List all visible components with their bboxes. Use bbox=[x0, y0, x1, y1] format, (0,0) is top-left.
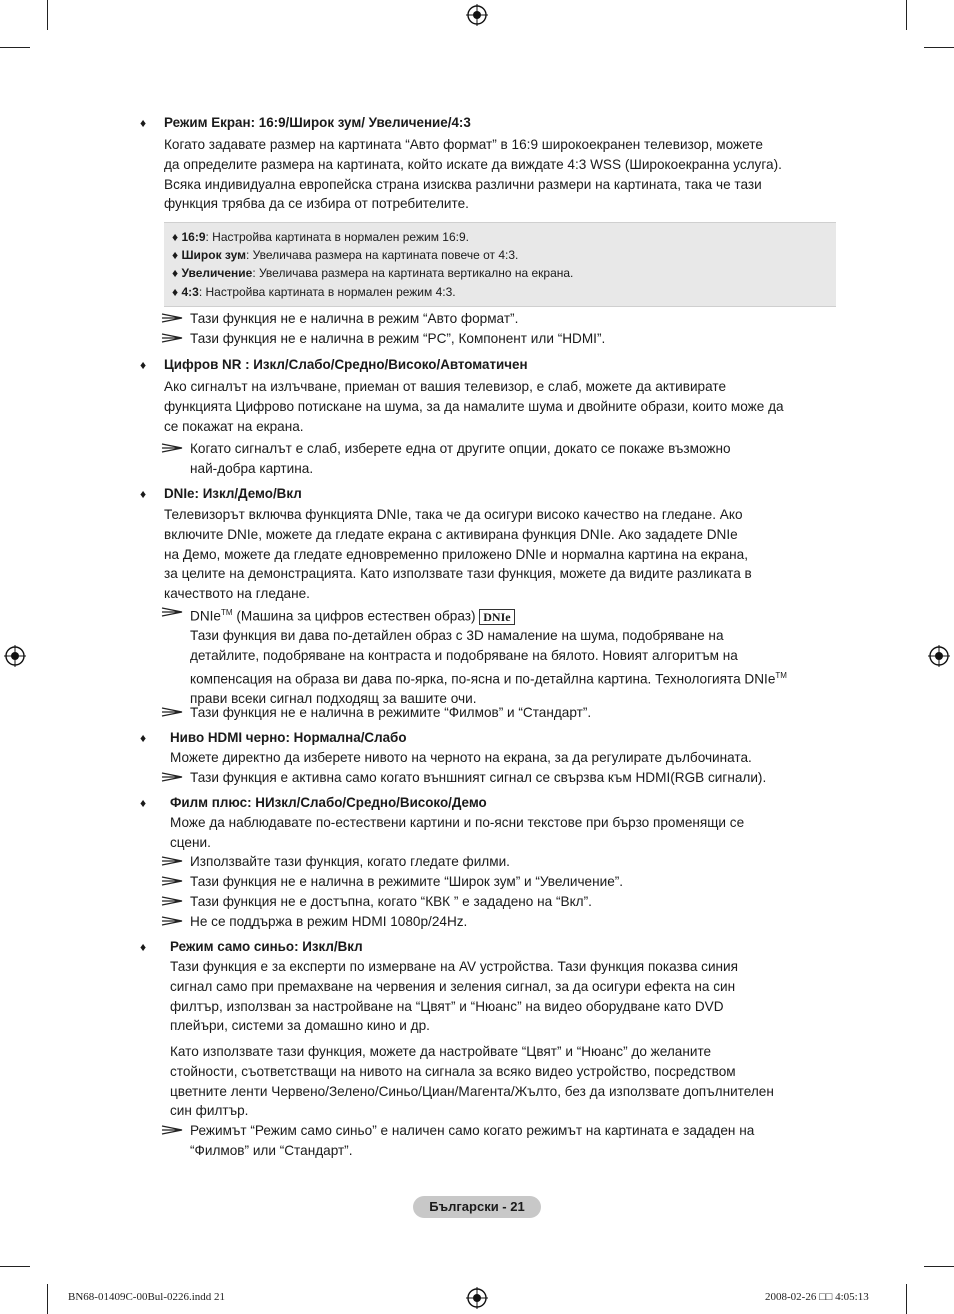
crop-mark bbox=[47, 1284, 48, 1314]
note-text: Използвайте тази функция, когато гледате филми. bbox=[190, 854, 510, 869]
crop-mark bbox=[47, 0, 48, 30]
section-heading-screen: Режим Екран: 16:9/Широк зум/ Увеличение/4:3 bbox=[164, 115, 471, 130]
section-body-dnie bbox=[164, 505, 839, 604]
note-arrow-icon bbox=[161, 1125, 183, 1135]
bullet-icon: ♦ bbox=[140, 940, 147, 954]
option-text: : Увеличава размера на картината вертикално на екрана. bbox=[252, 266, 574, 280]
section-body-screen bbox=[164, 135, 839, 214]
page-number-badge: Български - 21 bbox=[413, 1196, 541, 1218]
note-text: Тази функция не е налична в режим “PC”, Компонент или “HDMI”. bbox=[190, 331, 606, 346]
note-text: Тази функция не е налична в режим “Авто формат”. bbox=[190, 311, 519, 326]
registration-mark-icon bbox=[4, 645, 26, 667]
text-line: на Демо, можете да гледате едновременно приложено DNIe и нормална картина на екрана, bbox=[164, 546, 748, 562]
dnie-logo: DNIe bbox=[479, 609, 514, 625]
text-line: Може да наблюдавате по-естествени картини и по-ясни текстове при бързо променящи се bbox=[170, 815, 745, 830]
option-label: Широк зум bbox=[181, 248, 246, 262]
bullet-icon: ♦ bbox=[140, 358, 147, 372]
text-line: Всяка индивидуална европейска страна изисква различни размери на картината, така че тази bbox=[164, 176, 762, 192]
text-line: сигнал само при премахване на червения и зеления сигнал, за да осигури ефекта на син bbox=[170, 978, 736, 994]
section-heading-nr: Цифров NR : Изкл/Слабо/Средно/Високо/Автоматичен bbox=[164, 357, 528, 372]
option-row: ♦ Увеличение: Увеличава размера на картината вертикално на екрана. bbox=[172, 266, 574, 280]
note-text: Не се поддържа в режим HDMI 1080p/24Hz. bbox=[190, 914, 468, 929]
text-line: цветните ленти Червено/Зелено/Синьо/Циан/Магента/Жълто, без да използвате допълнителен bbox=[170, 1083, 774, 1099]
note-text: Когато сигналът е слаб, изберете една от другите опции, докато се покаже възможно най-добра картина. bbox=[190, 441, 731, 476]
note-arrow-icon bbox=[161, 707, 183, 717]
text-line: сцени. bbox=[170, 834, 211, 850]
text-line: плейъри, системи за домашно кино и др. bbox=[170, 1018, 430, 1034]
section-heading-hdmi: Ниво HDMI черно: Нормална/Слабо bbox=[170, 730, 407, 745]
note-arrow-icon bbox=[161, 896, 183, 906]
bullet-icon: ♦ bbox=[140, 796, 147, 810]
note-text: Режимът “Режим само синьо” е наличен само когато режимът на картината е зададен на “Филмов” или “Стандарт”. bbox=[190, 1123, 755, 1158]
text-line: качеството на гледане. bbox=[164, 586, 310, 602]
note-arrow-icon bbox=[161, 333, 183, 343]
option-text: : Настройва картината в нормален режим 16:9. bbox=[205, 230, 469, 244]
text-line: функция трябва да се избира от потребителите. bbox=[164, 196, 469, 212]
option-label: 16:9 bbox=[181, 230, 206, 244]
crop-mark bbox=[924, 1266, 954, 1267]
section-heading-dnie: DNIe: Изкл/Демо/Вкл bbox=[164, 486, 302, 501]
section-heading-blue: Режим само синьо: Изкл/Вкл bbox=[170, 939, 363, 954]
note-arrow-icon bbox=[161, 313, 183, 323]
option-label: Увеличение bbox=[181, 266, 253, 280]
section-body-nr bbox=[164, 377, 839, 436]
note-text: Тази функция е активна само когато външният сигнал се свързва към HDMI(RGB сигнали). bbox=[190, 770, 767, 785]
note-arrow-icon bbox=[161, 856, 183, 866]
section-body-blue-2 bbox=[170, 1042, 845, 1121]
section-body-blue bbox=[170, 957, 845, 1036]
text-line: Като използвате тази функция, можете да настройвате “Цвят” и “Нюанс” до желаните bbox=[170, 1044, 712, 1059]
text-line: Тази функция е за експерти по измерване на AV устройства. Тази функция показва синия bbox=[170, 959, 739, 974]
text-line: син филтър. bbox=[170, 1103, 249, 1119]
crop-mark bbox=[924, 47, 954, 48]
option-row: ♦ Широк зум: Увеличава размера на картината повече от 4:3. bbox=[172, 248, 519, 262]
section-body-hdmi: Можете директно да изберете нивото на черното на екрана, за да регулирате дълбочината. bbox=[170, 750, 752, 765]
option-label: 4:3 bbox=[181, 285, 199, 299]
note-text: Тази функция не е достъпна, когато “КВК ” е зададено на “Вкл”. bbox=[190, 894, 592, 909]
note-text: Тази функция не е налична в режимите “Филмов” и “Стандарт”. bbox=[190, 705, 592, 720]
note-arrow-icon bbox=[161, 607, 183, 617]
option-row: ♦ 4:3: Настройва картината в нормален режим 4:3. bbox=[172, 285, 456, 299]
option-text: : Увеличава размера на картината повече от 4:3. bbox=[245, 248, 519, 262]
options-box bbox=[164, 222, 836, 307]
section-heading-film: Филм плюс: НИзкл/Слабо/Средно/Високо/Демо bbox=[170, 795, 487, 810]
crop-mark bbox=[906, 1284, 907, 1314]
registration-mark-icon bbox=[928, 645, 950, 667]
option-row: ♦ 16:9: Настройва картината в нормален режим 16:9. bbox=[172, 230, 469, 244]
note-arrow-icon bbox=[161, 916, 183, 926]
bullet-icon: ♦ bbox=[140, 116, 147, 130]
note-arrow-icon bbox=[161, 876, 183, 886]
footer-timestamp: 2008-02-26 □□ 4:05:13 bbox=[765, 1291, 869, 1303]
text-line: включите DNIe, можете да гледате екрана с активирана функция DNIe. Ако зададете DNIe bbox=[164, 526, 738, 542]
registration-mark-icon bbox=[466, 4, 488, 26]
text-line: Телевизорът включва функцията DNIe, така че да осигури високо качество на гледане. Ако bbox=[164, 507, 743, 522]
text-line: филтър, използван за настройване на “Цвят” и “Нюанс” на видео оборудване като DVD bbox=[170, 998, 724, 1014]
bullet-icon: ♦ bbox=[140, 487, 147, 501]
crop-mark bbox=[906, 0, 907, 30]
text-line: стойности, съответстващи на нивото на сигнала за всяко видео устройство, посредством bbox=[170, 1063, 736, 1079]
text-line: се покажат на екрана. bbox=[164, 418, 304, 434]
text-line: да определите размера на картината, който искате да виждате 4:3 WSS (Широкоекранна услуга). bbox=[164, 156, 782, 172]
option-text: : Настройва картината в нормален режим 4:3. bbox=[198, 285, 456, 299]
note-arrow-icon bbox=[161, 772, 183, 782]
bullet-icon: ♦ bbox=[140, 731, 147, 745]
crop-mark bbox=[0, 47, 30, 48]
note-text: DNIe™ (Машина за цифров естествен образ) DNIe Тази функция ви дава по-детайлен образ с 3D намаление на шума, подобряване на детайлите, подобряване на контраста и подобряване на бялото. Новият алгоритъм на компенсация на образа ви дава по-ярка, по-ясна и по-детайлна картина. Технологията DNIe™ прави всеки сигнал подходящ за вашите очи. bbox=[190, 608, 787, 707]
text-line: Когато задавате размер на картината “Авто формат” в 16:9 широкоекранен телевизор, можете bbox=[164, 137, 763, 152]
footer-file-info: BN68-01409C-00Bul-0226.indd 21 bbox=[68, 1291, 226, 1303]
text-line: функцията Цифрово потискане на шума, за да намалите шума и двойните образи, които може да bbox=[164, 398, 784, 414]
registration-mark-icon bbox=[466, 1287, 488, 1309]
section-body-film bbox=[170, 813, 845, 853]
text-line: за целите на демонстрацията. Като използвате тази функция, можете да видите разликата в bbox=[164, 566, 752, 582]
crop-mark bbox=[0, 1266, 30, 1267]
text-line: Ако сигналът на излъчване, приеман от вашия телевизор, е слаб, можете да активирате bbox=[164, 379, 727, 394]
note-text: Тази функция не е налична в режимите “Широк зум” и “Увеличение”. bbox=[190, 874, 624, 889]
note-arrow-icon bbox=[161, 443, 183, 453]
